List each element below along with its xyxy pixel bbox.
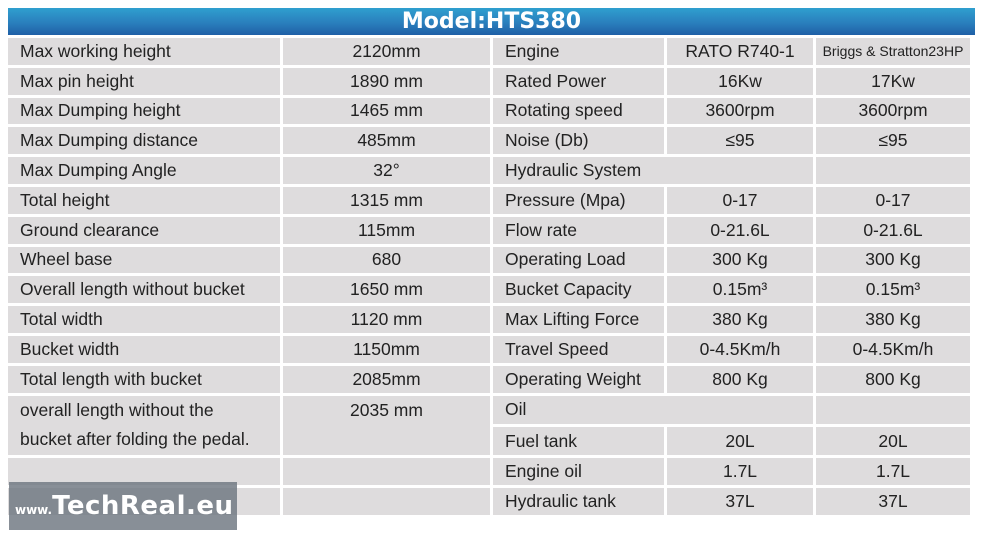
briggs-value: ≤95 bbox=[816, 127, 970, 154]
spec-label: Max Dumping distance bbox=[8, 127, 280, 154]
briggs-value: Briggs & Stratton23HP bbox=[816, 38, 970, 65]
spec-label: Max Dumping Angle bbox=[8, 157, 280, 184]
engine-spec-label: Rotating speed bbox=[493, 98, 664, 125]
spec-label: Overall length without bucket bbox=[8, 276, 280, 303]
briggs-value: 0-4.5Km/h bbox=[816, 336, 970, 363]
spec-label bbox=[8, 458, 280, 485]
spec-value: 32° bbox=[283, 157, 490, 184]
briggs-value: 0-21.6L bbox=[816, 217, 970, 244]
engine-spec-label: Engine oil bbox=[493, 458, 664, 485]
engine-spec-label: Rated Power bbox=[493, 68, 664, 95]
engine-spec-label: Max Lifting Force bbox=[493, 306, 664, 333]
engine-spec-label: Hydraulic tank bbox=[493, 488, 664, 515]
rato-value: 0.15m³ bbox=[667, 276, 813, 303]
rato-value: RATO R740-1 bbox=[667, 38, 813, 65]
section-empty-cell bbox=[816, 157, 970, 184]
table-row bbox=[8, 217, 970, 244]
briggs-value: 0-17 bbox=[816, 187, 970, 214]
rato-value: 800 Kg bbox=[667, 366, 813, 393]
table-row bbox=[8, 276, 970, 303]
engine-spec-label: Fuel tank bbox=[493, 427, 664, 455]
table-row bbox=[8, 396, 970, 424]
table-row bbox=[8, 98, 970, 125]
spec-label: Bucket width bbox=[8, 336, 280, 363]
engine-spec-label: Flow rate bbox=[493, 217, 664, 244]
spec-value: 2035 mm bbox=[283, 396, 490, 456]
spec-label: Total width bbox=[8, 306, 280, 333]
table-row bbox=[8, 458, 970, 485]
spec-label: Total length with bucket bbox=[8, 366, 280, 393]
spec-value: 1890 mm bbox=[283, 68, 490, 95]
briggs-value: 380 Kg bbox=[816, 306, 970, 333]
engine-spec-label: Operating Weight bbox=[493, 366, 664, 393]
spec-value: 680 bbox=[283, 247, 490, 274]
rato-value: 20L bbox=[667, 427, 813, 455]
rato-value: 300 Kg bbox=[667, 247, 813, 274]
table-row bbox=[8, 336, 970, 363]
table-row bbox=[8, 38, 970, 65]
table-row bbox=[8, 187, 970, 214]
engine-spec-label: Engine bbox=[493, 38, 664, 65]
rato-value: 0-21.6L bbox=[667, 217, 813, 244]
spec-table bbox=[5, 35, 973, 518]
spec-label: Max working height bbox=[8, 38, 280, 65]
spec-label-cell bbox=[8, 396, 280, 456]
briggs-value: 800 Kg bbox=[816, 366, 970, 393]
spec-label: Total height bbox=[8, 187, 280, 214]
engine-spec-label: Travel Speed bbox=[493, 336, 664, 363]
spec-label: Wheel base bbox=[8, 247, 280, 274]
engine-spec-label: Pressure (Mpa) bbox=[493, 187, 664, 214]
spec-value: 2120mm bbox=[283, 38, 490, 65]
engine-spec-label: Noise (Db) bbox=[493, 127, 664, 154]
spec-label: Ground clearance bbox=[8, 217, 280, 244]
engine-spec-label: Bucket Capacity bbox=[493, 276, 664, 303]
spec-value: 1315 mm bbox=[283, 187, 490, 214]
spec-value bbox=[283, 488, 490, 515]
model-title: Model:HTS380 bbox=[8, 8, 975, 35]
table-row bbox=[8, 127, 970, 154]
spec-label: Max pin height bbox=[8, 68, 280, 95]
rato-value: 0-17 bbox=[667, 187, 813, 214]
table-row bbox=[8, 68, 970, 95]
watermark-prefix: www. bbox=[15, 503, 53, 517]
spec-value bbox=[283, 458, 490, 485]
briggs-value: 300 Kg bbox=[816, 247, 970, 274]
watermark-brand: TechReal.eu bbox=[52, 491, 234, 521]
spec-value: 1650 mm bbox=[283, 276, 490, 303]
table-row bbox=[8, 306, 970, 333]
spec-label-continued: bucket after folding the pedal. bbox=[20, 429, 250, 450]
briggs-value: 37L bbox=[816, 488, 970, 515]
table-row bbox=[8, 247, 970, 274]
spec-label: Max Dumping height bbox=[8, 98, 280, 125]
section-heading: Hydraulic System bbox=[493, 157, 813, 184]
spec-value: 2085mm bbox=[283, 366, 490, 393]
engine-spec-label: Operating Load bbox=[493, 247, 664, 274]
rato-value: 37L bbox=[667, 488, 813, 515]
briggs-value: 0.15m³ bbox=[816, 276, 970, 303]
rato-value: ≤95 bbox=[667, 127, 813, 154]
rato-value: 3600rpm bbox=[667, 98, 813, 125]
watermark-logo bbox=[9, 482, 237, 530]
rato-value: 16Kw bbox=[667, 68, 813, 95]
table-row bbox=[8, 366, 970, 393]
briggs-value: 20L bbox=[816, 427, 970, 455]
spec-value: 1465 mm bbox=[283, 98, 490, 125]
rato-value: 0-4.5Km/h bbox=[667, 336, 813, 363]
rato-value: 1.7L bbox=[667, 458, 813, 485]
table-row bbox=[8, 157, 970, 184]
section-heading: Oil bbox=[493, 396, 813, 424]
spec-value: 485mm bbox=[283, 127, 490, 154]
briggs-value: 17Kw bbox=[816, 68, 970, 95]
section-empty-cell bbox=[816, 396, 970, 424]
spec-value: 115mm bbox=[283, 217, 490, 244]
rato-value: 380 Kg bbox=[667, 306, 813, 333]
spec-value: 1120 mm bbox=[283, 306, 490, 333]
briggs-value: 3600rpm bbox=[816, 98, 970, 125]
briggs-value: 1.7L bbox=[816, 458, 970, 485]
spec-label: overall length without the bbox=[20, 399, 214, 420]
spec-value: 1150mm bbox=[283, 336, 490, 363]
